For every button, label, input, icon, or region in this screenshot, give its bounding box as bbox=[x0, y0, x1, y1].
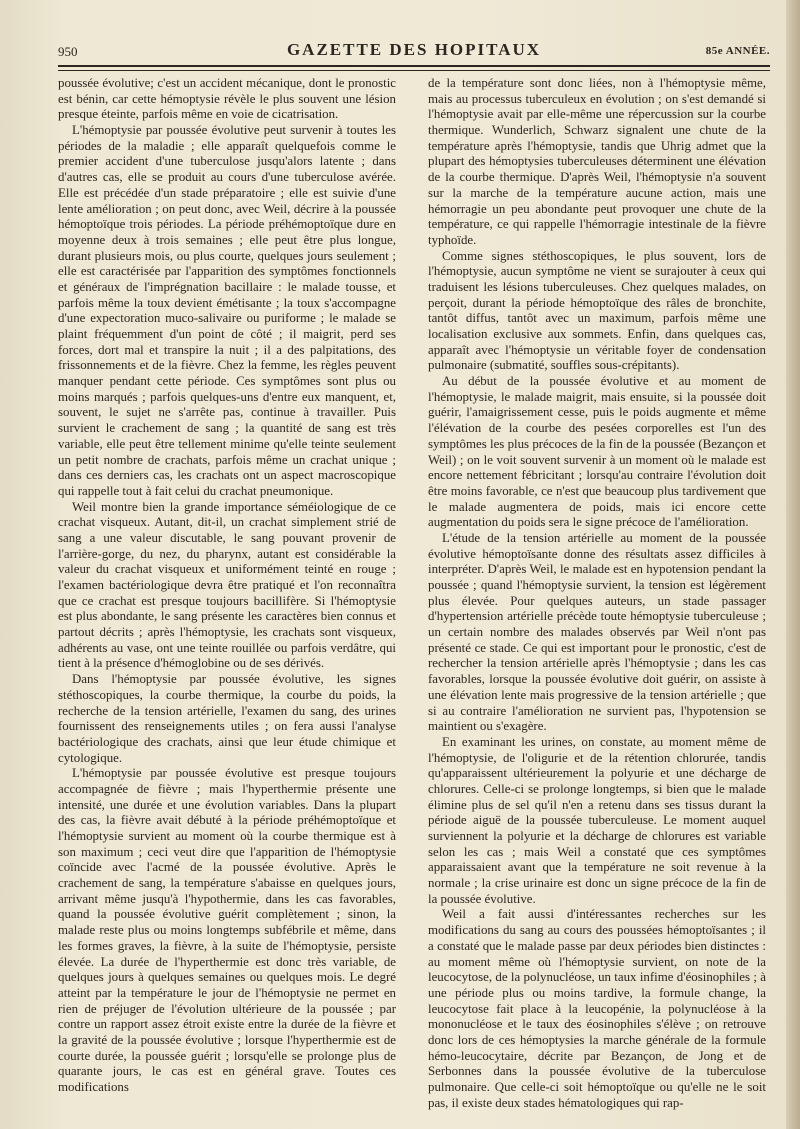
page-number: 950 bbox=[58, 44, 78, 59]
page-header bbox=[58, 40, 770, 60]
paragraph: Dans l'hémoptysie par poussée évolutive, les signes stéthoscopiques, la courbe thermique, la courbe du poids, la recherche de la tension artérielle, l'examen du sang, des urines fournissent des renseignements utiles ; on fera aussi l'analyse bactériologique des crachats, ainsi que leur étude chimique et cytologique. bbox=[58, 672, 396, 765]
page-edge-shadow bbox=[786, 0, 800, 1129]
paragraph: Au début de la poussée évolutive et au moment de l'hémoptysie, le malade maigrit, mais ensuite, si la poussée doit guérir, l'amaigrissement cesse, puis le poids augmente et même l'élévation de la courbe des pesées corporelles est l'un des symptômes les plus précoces de la fin de la poussée (Bezançon et Weil) ; on le voit souvent survenir à un moment où le malade est encore nettement fébricitant ; lorsqu'au contraire l'évolution doit être moins favorable, ce n'est que beaucoup plus tardivement que le malade augmentera de poids, mais ici encore cette augmentation du poids sera le signe précoce de l'amélioration. bbox=[428, 374, 766, 530]
year-label: 85e ANNÉE. bbox=[705, 45, 770, 57]
paragraph: En examinant les urines, on constate, au moment même de l'hémoptysie, de l'oligurie et de la rétention chlorurée, tandis qu'apparaissent ultérieurement la polyurie et une décharge de chlorures. Celle-ci se prolonge longtemps, si bien que le malade élimine plus de sel qu'il n'en a retenu dans ses tissus durant la période aiguë de la poussée tuberculeuse. Le moment auquel surviennent la polyurie et la décharge de chlorures est variable selon les cas ; mais Weil a constaté que ces symptômes apparaissaient avant que la température ne soit revenue à la normale ; la crise urinaire est donc un signe précoce de la fin de la poussée évolutive. bbox=[428, 734, 766, 906]
paragraph: L'hémoptysie par poussée évolutive est presque toujours accompagnée de fièvre ; mais l'hyperthermie présente une intensité, une durée et une évolution variables. Dans la plupart des cas, la fièvre avait débuté à la période préhémoptoïque et l'hémoptysie survient au moment où la courbe thermique est à son maximum ; ceci veut dire que l'apparition de l'hémoptysie coïncide avec l'acmé de la poussée évolutive. Après le crachement de sang, la température s'abaisse en quelques jours, arrivant même jusqu'à l'hypothermie, dans les cas favorables, quand la poussée évolutive guérit complètement ; sinon, la malade reste plus ou moins longtemps subfébrile et même, dans les formes graves, la fièvre, à la suite de l'hémoptysie, persiste élevée. La durée de l'hyperthermie est donc très variable, de quelques jours à quelques semaines ou quelques mois. Le degré atteint par la température le jour de l'hémoptysie ne permet en rien de préjuger de l'évolution ultérieure de la poussée ; par contre un rapport assez étroit existe entre la durée de la fièvre et la gravité de la poussée évolutive ; lorsque l'hyperthermie est de courte durée, la poussée guérit ; lorsqu'elle se prolonge plus de quarante jours, le cas est en général grave. Toutes ces modifications bbox=[58, 766, 396, 1094]
paragraph: poussée évolutive; c'est un accident mécanique, dont le pronostic est bénin, car cette hémoptysie révèle le plus souvent une lésion presque éteinte, parfois même en voie de cicatrisation. bbox=[58, 76, 396, 122]
paragraph: Comme signes stéthoscopiques, le plus souvent, lors de l'hémoptysie, aucun symptôme ne vient se surajouter à ceux qui traduisent les lésions tuberculeuses. Chez quelques malades, on perçoit, durant la période hémoptoïque des râles de bronchite, tantôt diffus, tantôt avec un maximum, parfois même une localisation exclusive aux sommets. Enfin, dans quelques cas, apparaît avec l'hémoptysie un véritable foyer de condensation pulmonaire (submatité, souffles sous-crépitants). bbox=[428, 248, 766, 373]
header-rule-thin bbox=[58, 70, 770, 71]
right-column bbox=[428, 76, 766, 1111]
header-rule-thick bbox=[58, 65, 770, 67]
paragraph: Weil a fait aussi d'intéressantes recherches sur les modifications du sang au cours des poussées hémoptoïsantes ; il a constaté que le malade passe par deux périodes bien distinctes : au moment même où l'hémoptysie survient, on note de la leucocytose, de la polynucléose, un taux infime d'éosinophiles ; à une période plus ou moins tardive, la formule change, la leucocytose fait place à la leucopénie, la polynucléose à la mononucléose et le taux des éosinophiles s'élève ; on retrouve donc lors de ces hémoptysies la marche générale de la formule hémo-leucocytaire, décrite par Bezançon, de Jong et de Serbonnes dans la poussée évolutive de la tuberculose pulmonaire. Que celle-ci soit hémoptoïque ou qu'elle ne le soit pas, il existe deux stades hématologiques qui rap- bbox=[428, 907, 766, 1110]
paragraph: de la température sont donc liées, non à l'hémoptysie même, mais au processus tuberculeux en évolution ; on s'est demandé si l'hémoptysie avait par elle-même une répercussion sur la courbe thermique. Wunderlich, Schwarz signalent une chute de la température après l'hémoptysie, tandis que Uhrig admet que la plupart des hémoptysies tuberculeuses déterminent une élévation de la courbe thermique. D'après Weil, l'hémoptysie n'a souvent sur la marche de la température aucune action, mais une hémorragie un peu abondante peut provoquer une chute de la température, ce qui rappelle l'hémorragie intestinale de la fièvre typhoïde. bbox=[428, 76, 766, 247]
paragraph: L'étude de la tension artérielle au moment de la poussée évolutive hémoptoïsante donne des résultats assez difficiles à interpréter. D'après Weil, le malade est en hypotension pendant la poussée ; quand l'hémoptysie survient, la tension est légèrement plus élevée. Pour quelques auteurs, un stade passager d'hypertension artérielle précède toute hémoptysie tuberculeuse ; un certain nombre des malades observés par Weil n'ont pas présenté ce stade. Ce qui est important pour le pronostic, c'est de rechercher la tension artérielle après l'hémoptysie ; dans les cas favorables, lorsque la poussée évolutive doit guérir, on assiste à une élévation lente mais progressive de la tension artérielle ; que si au contraire l'amélioration ne survient pas, l'hypotension se maintient ou s'exagère. bbox=[428, 530, 766, 734]
paragraph: L'hémoptysie par poussée évolutive peut survenir à toutes les périodes de la maladie ; elle apparaît quelquefois comme le premier accident d'une tuberculose jusqu'alors latente ; dans d'autres cas, elle se produit au cours d'une tuberculose avérée. Elle est précédée d'un stade préparatoire ; elle est suivie d'une lente amélioration ; on peut donc, avec Weil, décrire à la poussée hémoptoïque trois périodes. La période préhémoptoïque dure en moyenne deux à trois semaines ; elle peut être plus longue, durant plusieurs mois, ou plus courte, quelques jours seulement ; elle est caractérisée par l'apparition des symptômes fonctionnels et généraux de l'imprégnation bacillaire : le malade tousse, et parfois même la toux devient émétisante ; la toux s'accompagne d'une expectoration muco-salivaire ou puriforme ; le malade se plaint fréquemment d'un point de côté ; il maigrit, perd ses forces, dort mal et transpire la nuit ; il a des palpitations, des frissonnements et de la fièvre. Chez la femme, les règles peuvent manquer pendant cette période. Ces symptômes sont plus ou moins marqués ; parfois quelques-uns d'entre eux manquent, et, souvent, le sujet ne s'arrête pas, continue à travailler. Puis survient le crachement de sang ; la quantité de sang est très variable, elle peut être tellement minime qu'elle teinte seulement un petit nombre de crachats, parfois même un crachat unique ; dans ces derniers cas, les crachats ont un aspect macroscopique qui rappelle tout à fait celui du crachat pneumonique. bbox=[58, 123, 396, 498]
paragraph: Weil montre bien la grande importance séméiologique de ce crachat visqueux. Autant, dit-il, un crachat simplement strié de sang a une valeur discutable, le sang pouvant provenir de l'arrière-gorge, du nez, du pharynx, autant est considérable la valeur du crachat visqueux et uniformément teinté en rouge ; l'examen bactériologique devra être pratiqué et l'on reconnaîtra que ce crachat est presque toujours bacillifère. Si l'hémoptysie est plus abondante, le sang présente les caractères bien connus et partout décrits ; après l'hémoptysie, les crachats sont visqueux, adhérents au vase, ont une teinte rouillée ou parfois verdâtre, qui tient à la présence d'hémoglobine ou de ses dérivés. bbox=[58, 499, 396, 671]
journal-title: GAZETTE DES HOPITAUX bbox=[286, 40, 542, 59]
left-column bbox=[58, 76, 396, 1096]
